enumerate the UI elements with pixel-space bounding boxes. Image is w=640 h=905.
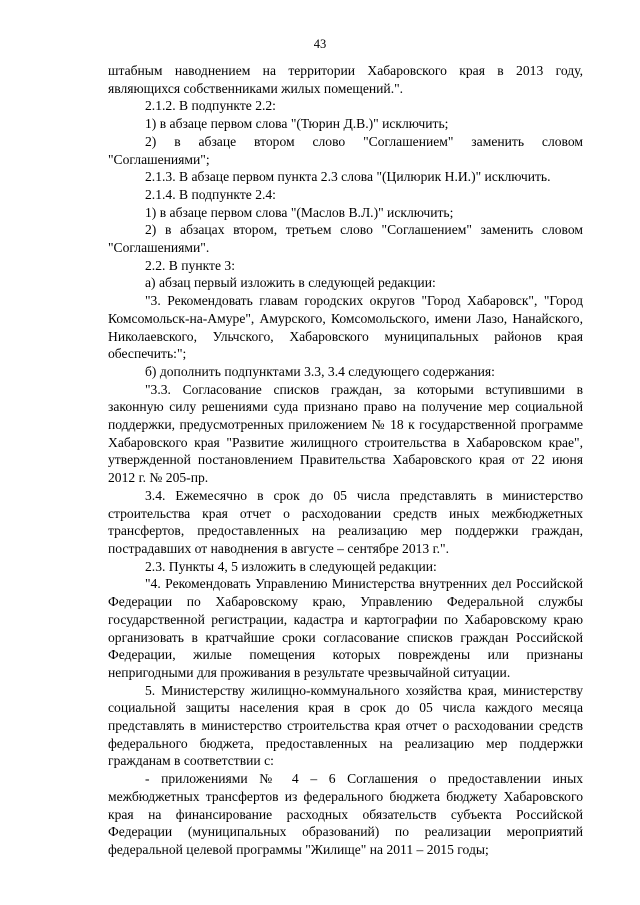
paragraph-2-1-2: 2.1.2. В подпункте 2.2: xyxy=(145,98,276,114)
paragraph-2-1-2-item-2: 2) в абзаце втором слово "Соглашением" заменить словом "Соглашениями"; xyxy=(108,133,583,167)
paragraph-quoted-3-4: 3.4. Ежемесячно в срок до 05 числа представлять в министерство строительства края отчет о расходовании средств иных межбюджетных трансфертов, предоставленных на реализацию мер поддержки граждан, пострадавших от наводнения в августе – сентябре 2013 г.". xyxy=(108,487,583,556)
paragraph-2-1-4-item-2: 2) в абзацах втором, третьем слово "Соглашением" заменить словом "Соглашениями". xyxy=(108,222,583,256)
paragraph-continuation: штабным наводнением на территории Хабаровского края в 2013 году, являющихся собственниками жилых помещений.". xyxy=(108,63,583,96)
document-body xyxy=(108,62,583,859)
paragraph-quoted-3-3: "3.3. Согласование списков граждан, за которыми вступившими в законную силу решениями суда признано право на получение мер социальной поддержки, предусмотренных приложением № 18 к государственной программе Хабаровского края "Развитие жилищного строительства в Хабаровском крае", утвержденной постановлением Правительства Хабаровского края от 22 июня 2012 г. № 205-пр. xyxy=(108,381,583,486)
paragraph-2-2-b: б) дополнить подпунктами 3.3, 3.4 следующего содержания: xyxy=(145,363,495,379)
paragraph-2-2: 2.2. В пункте 3: xyxy=(145,257,235,273)
paragraph-2-3: 2.3. Пункты 4, 5 изложить в следующей редакции: xyxy=(145,558,437,574)
paragraph-2-1-3: 2.1.3. В абзаце первом пункта 2.3 слова "(Цилюрик Н.И.)" исключить. xyxy=(145,169,551,185)
page-number: 43 xyxy=(313,37,327,51)
paragraph-quoted-5: 5. Министерству жилищно-коммунального хозяйства края, министерству социальной защиты населения края в срок до 05 числа каждого месяца представлять в министерство строительства края отчет о расходовании средств федерального бюджета, предоставленных на реализацию мер поддержки гражданам в соответствии с: xyxy=(108,682,583,769)
paragraph-2-2-a: а) абзац первый изложить в следующей редакции: xyxy=(145,275,436,291)
paragraph-quoted-3: "3. Рекомендовать главам городских округов "Город Хабаровск", "Город Комсомольск-на-Амуре", Амурского, Комсомольского, имени Лазо, Нанайского, Николаевского, Ульчского, Хабаровского муниципальных районов края обеспечить:"; xyxy=(108,293,583,362)
paragraph-2-1-2-item-1: 1) в абзаце первом слова "(Тюрин Д.В.)" исключить; xyxy=(145,116,449,132)
paragraph-2-1-4: 2.1.4. В подпункте 2.4: xyxy=(145,186,276,202)
paragraph-2-1-4-item-1: 1) в абзаце первом слова "(Маслов В.Л.)" исключить; xyxy=(145,204,454,220)
paragraph-list-item: - приложениями № 4 – 6 Соглашения о предоставлении иных межбюджетных трансфертов из федерального бюджета бюджету Хабаровского края на финансирование расходных обязательств субъекта Российской Федерации (муниципальных образований) по реализации мероприятий федеральной целевой программы "Жилище" на 2011 – 2015 годы; xyxy=(108,771,583,857)
paragraph-quoted-4: "4. Рекомендовать Управлению Министерства внутренних дел Российской Федерации по Хабаровскому краю, Управлению Федеральной службы государственной регистрации, кадастра и картографии по Хабаровскому краю организовать в кратчайшие сроки согласование списков граждан Российской Федерации, жилые помещения которых повреждены или признаны непригодными для проживания в результате чрезвычайной ситуации. xyxy=(108,576,583,680)
